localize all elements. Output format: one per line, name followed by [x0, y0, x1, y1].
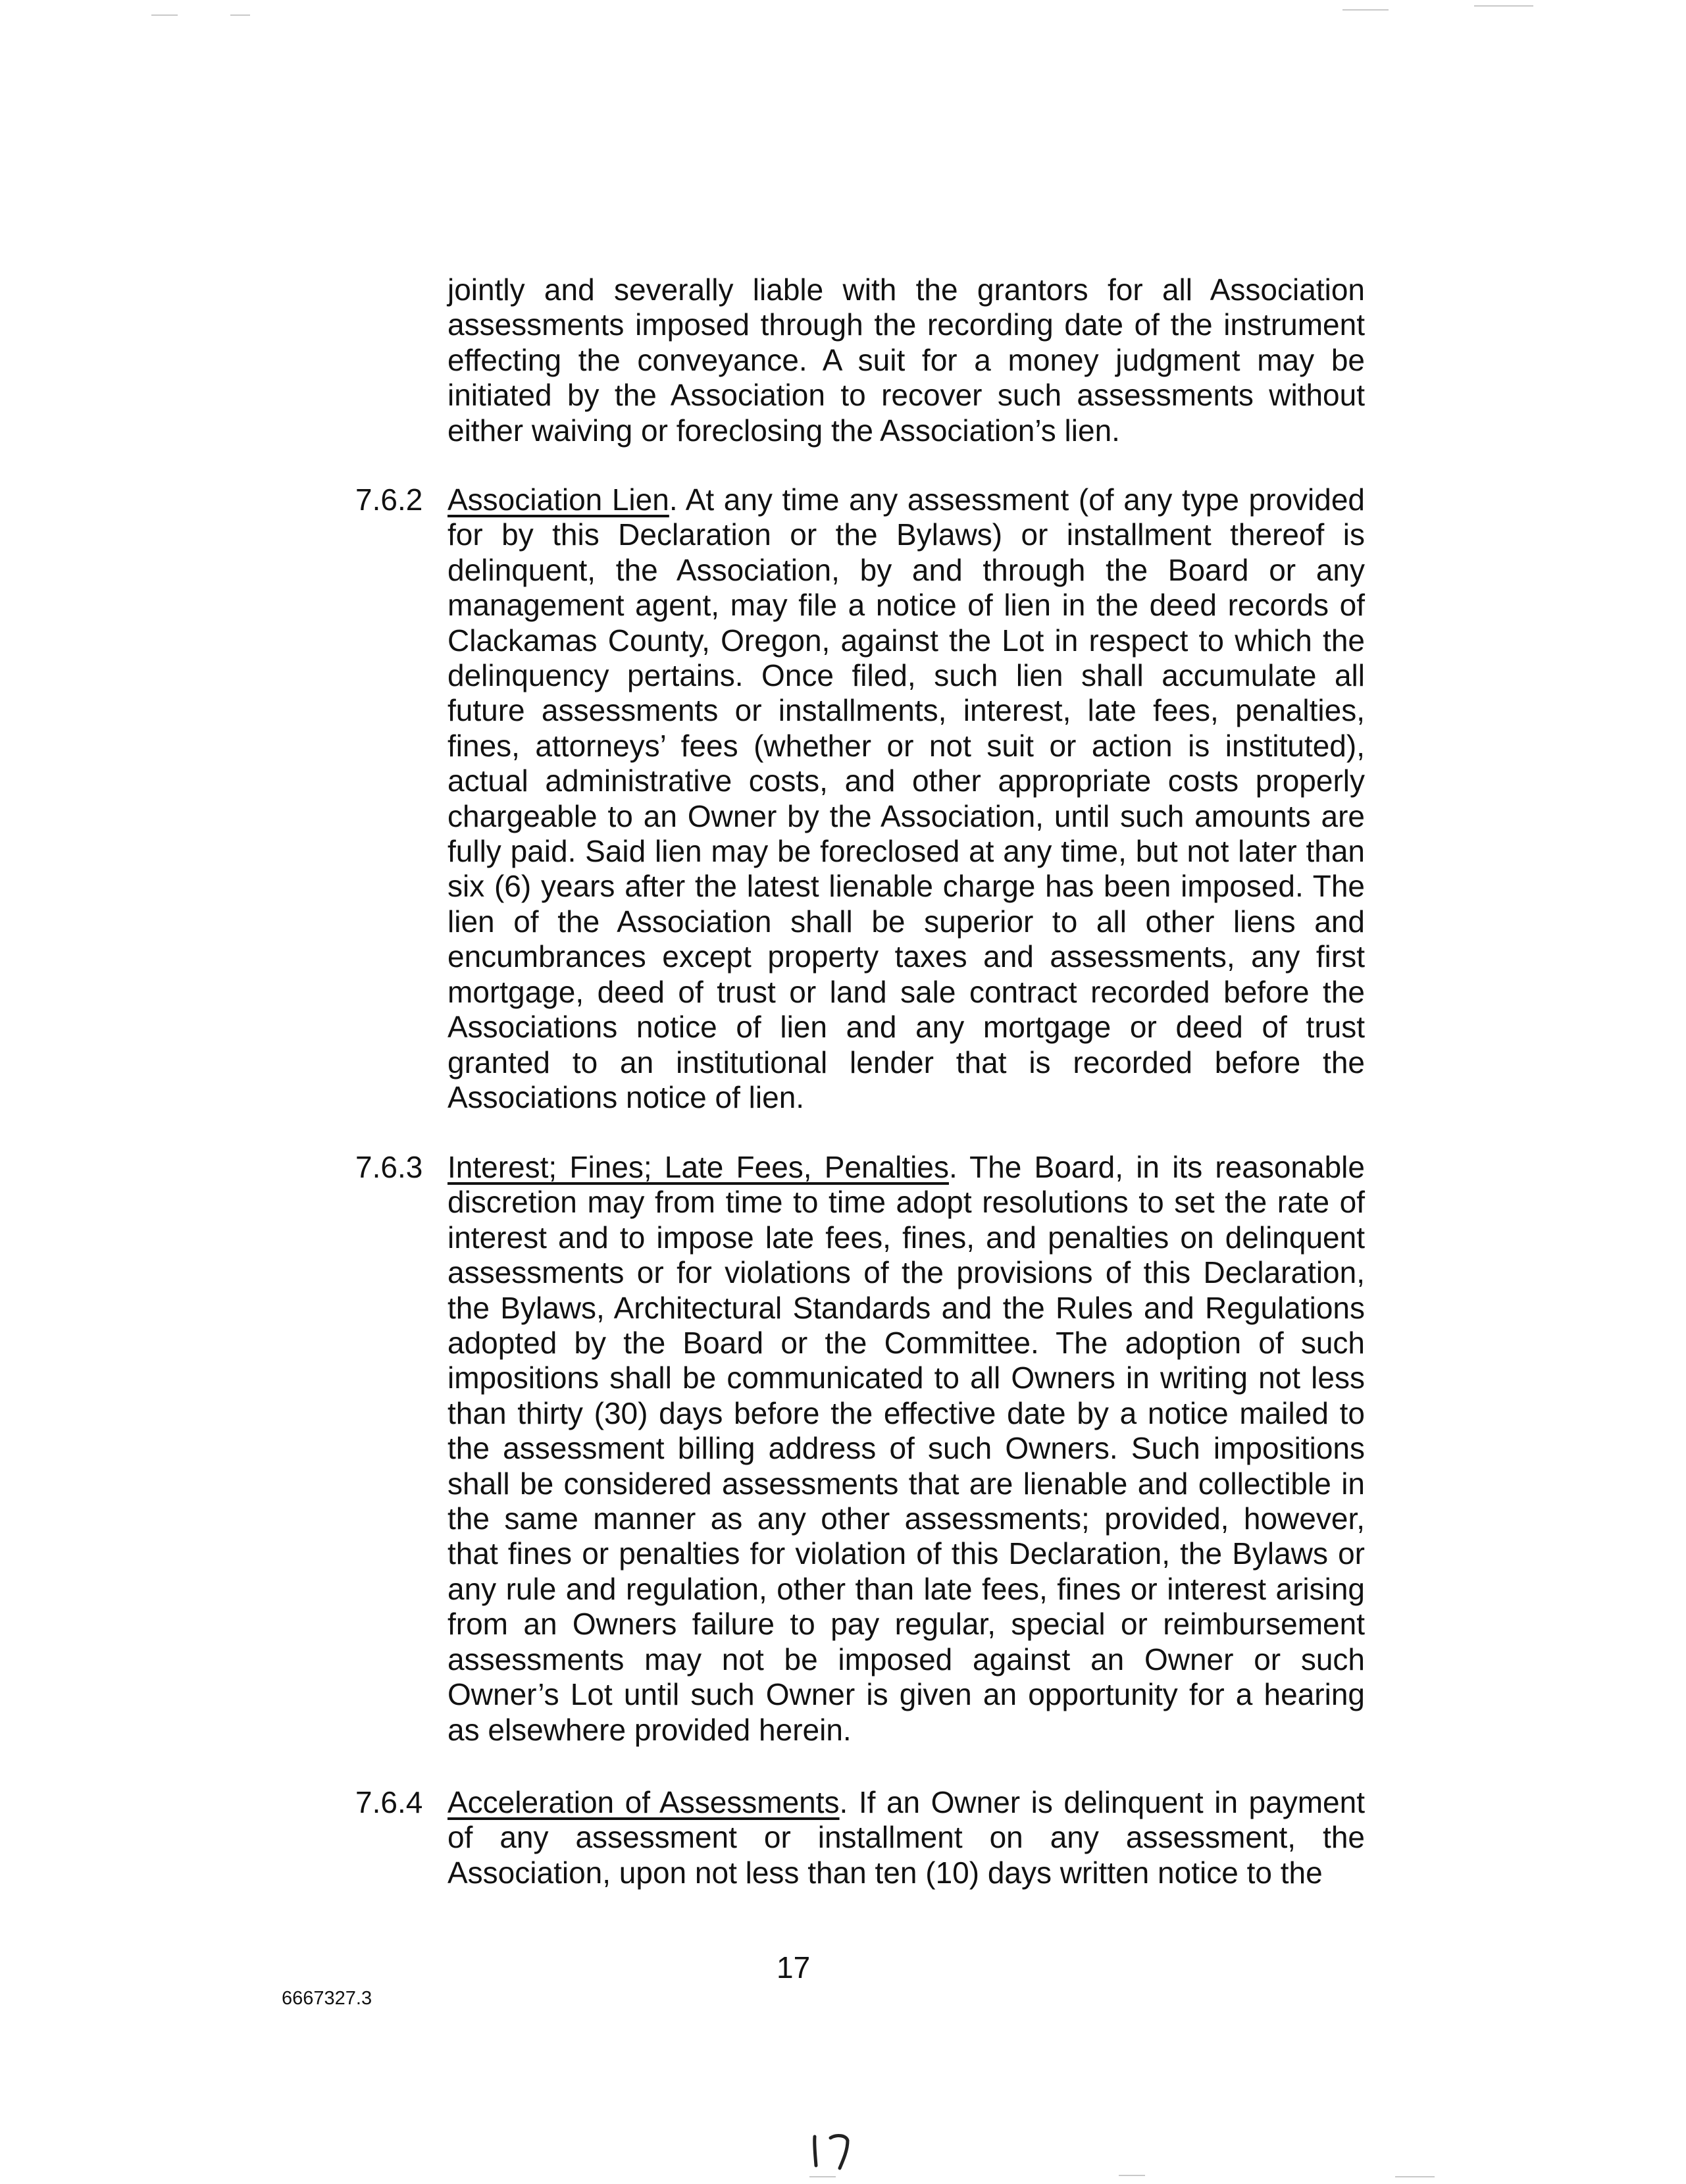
section-body: . The Board, in its reasonable discretion may from time to time adopt resolutions to set the rate of interest and to impose late fees, fines, and penalties on delinquent assessments or for violations of the provisions of this Declaration, the Bylaws, Architectural Standards and the Rules and Regulations adopted by the Board or the Committee. The adoption of such impositions shall be communicated to all Owners in writing not less than thirty (30) days before the effective date by a notice mailed to the assessment billing address of such Owners. Such impositions shall be considered assessments that are lienable and collectible in the same manner as any other assessments; provided, however, that fines or penalties for violation of this Declaration, the Bylaws or any rule and regulation, other than late fees, fines or interest arising from an Owners failure to pay regular, special or reimbursement assessments may not be imposed against an Owner or such Owner’s Lot until such Owner is given an opportunity for a hearing as elsewhere provided herein. [447, 1150, 1365, 1747]
scan-artifact-bottom [1395, 2176, 1435, 2177]
page-number: 17 [777, 1950, 811, 1985]
section-body: . At any time any assessment (of any type provided for by this Declaration or the Bylaws) or installment thereof is delinquent, the Association, by and through the Board or any management agent, may file a notice of lien in the deed records of Clackamas County, Oregon, against the Lot in respect to which the delinquency pertains. Once filed, such lien shall accumulate all future assessments or installments, interest, late fees, penalties, fines, attorneys’ fees (whether or not suit or action is instituted), actual administrative costs, and other appropriate costs properly chargeable to an Owner by the Association, until such amounts are fully paid. Said lien may be foreclosed at any time, but not later than six (6) years after the latest lienable charge has been imposed. The lien of the Association shall be superior to all other liens and encumbrances except property taxes and assessments, any first mortgage, deed of trust or land sale contract recorded before the Associations notice of lien and any mortgage or deed of trust granted to an institutional lender that is recorded before the Associations notice of lien. [447, 482, 1366, 1114]
section-number: 7.6.4 [355, 1785, 423, 1819]
section-paragraph [447, 482, 1365, 1115]
section-number: 7.6.3 [355, 1150, 423, 1184]
section-number: 7.6.2 [355, 482, 423, 517]
scan-artifact-bottom [1119, 2175, 1145, 2176]
section-heading: Acceleration of Assessments [447, 1785, 840, 1819]
section-body: . If an Owner is delinquent in payment of any assessment or installment on any assessment, the Association, upon not less than ten (10) days written notice to the [447, 1785, 1365, 1890]
section-heading: Association Lien [447, 482, 669, 517]
scan-artifact-top [151, 14, 178, 16]
scan-artifact-top [1474, 5, 1533, 7]
continuation-paragraph: jointly and severally liable with the grantors for all Association assessments imposed through the recording date of the instrument effecting the conveyance. A suit for a money judgment may be initiated by the Association to recover such assessments without either waiving or foreclosing the Association’s lien. [447, 273, 1365, 448]
handwritten-page-mark [804, 2130, 857, 2172]
scan-artifact-top [230, 14, 250, 16]
section-paragraph [447, 1785, 1365, 1890]
scan-artifact-top [1342, 9, 1389, 11]
section-heading: Interest; Fines; Late Fees, Penalties [447, 1150, 949, 1184]
scan-artifact-bottom [809, 2176, 836, 2177]
document-number: 6667327.3 [282, 1988, 372, 2009]
section-paragraph [447, 1150, 1365, 1748]
